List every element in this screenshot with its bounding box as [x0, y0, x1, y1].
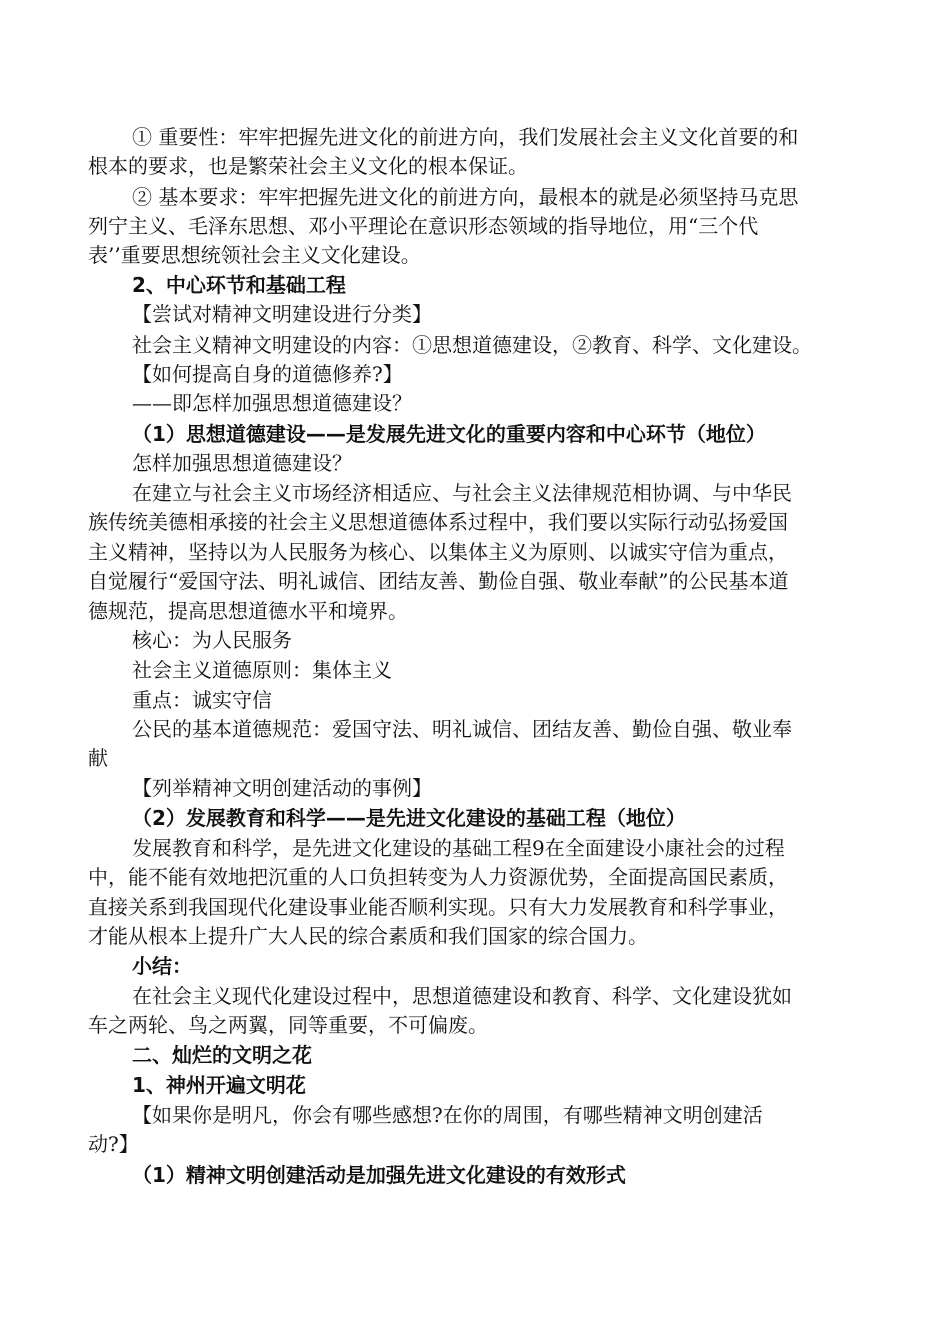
prompt-line: 【如何提高自身的道德修养?】 — [132, 362, 403, 386]
paragraph-line: ——即怎样加强思想道德建设？ — [132, 391, 412, 415]
paragraph-line: 发展教育和科学，是先进文化建设的基础工程9在全面建设小康社会的过程 — [132, 836, 785, 860]
paragraph-line: 列宁主义、毛泽东思想、邓小平理论在意识形态领域的指导地位，用“三个代 — [88, 214, 759, 238]
prompt-line: 【尝试对精神文明建设进行分类】 — [132, 302, 432, 326]
paragraph-line: 德规范，提高思想道德水平和境界。 — [88, 599, 408, 623]
paragraph-line: ① 重要性：牢牢把握先进文化的前进方向，我们发展社会主义文化首要的和 — [132, 125, 799, 149]
paragraph-line: 族传统美德相承接的社会主义思想道德体系过程中，我们要以实际行动弘扬爱国 — [88, 510, 788, 534]
paragraph-line: 自觉履行“爱国守法、明礼诚信、团结友善、勤俭自强、敬业奉献”的公民基本道 — [88, 569, 789, 593]
paragraph-line: 中，能不能有效地把沉重的人口负担转变为人力资源优势，全面提高国民素质， — [88, 865, 788, 889]
paragraph-line: 车之两轮、鸟之两翼，同等重要，不可偏废。 — [88, 1013, 488, 1037]
paragraph-line: ② 基本要求：牢牢把握先进文化的前进方向，最根本的就是必须坚持马克思 — [132, 185, 799, 209]
prompt-line: 【列举精神文明创建活动的事例】 — [132, 776, 432, 800]
paragraph-line: 献 — [88, 746, 108, 770]
paragraph-line: 公民的基本道德规范：爱国守法、明礼诚信、团结友善、勤俭自强、敬业奉 — [132, 717, 792, 741]
paragraph-line: 社会主义精神文明建设的内容：①思想道德建设，②教育、科学、文化建设。 — [132, 333, 812, 357]
subsection-heading: （1）思想道德建设——是发展先进文化的重要内容和中心环节（地位） — [132, 422, 766, 446]
paragraph-line: 社会主义道德原则：集体主义 — [132, 658, 392, 682]
subsection-heading: （1）精神文明创建活动是加强先进文化建设的有效形式 — [132, 1163, 626, 1187]
paragraph-line: 根本的要求，也是繁荣社会主义文化的根本保证。 — [88, 154, 528, 178]
section-heading: 二、灿烂的文明之花 — [132, 1043, 312, 1067]
paragraph-line: 在建立与社会主义市场经济相适应、与社会主义法律规范相协调、与中华民 — [132, 481, 792, 505]
paragraph-line: 在社会主义现代化建设过程中，思想道德建设和教育、科学、文化建设犹如 — [132, 984, 792, 1008]
section-heading: 1、神州开遍文明花 — [132, 1073, 306, 1097]
section-heading: 2、中心环节和基础工程 — [132, 273, 346, 297]
paragraph-line: 才能从根本上提升广大人民的综合素质和我们国家的综合国力。 — [88, 924, 648, 948]
paragraph-line: 主义精神，坚持以为人民服务为核心、以集体主义为原则、以诚实守信为重点， — [88, 540, 788, 564]
paragraph-line: 怎样加强思想道德建设？ — [132, 451, 352, 475]
summary-heading: 小结： — [132, 954, 192, 978]
paragraph-line: 表’’重要思想统领社会主义文化建设。 — [88, 243, 421, 267]
prompt-line: 【如果你是明凡，你会有哪些感想?在你的周围，有哪些精神文明创建活 — [132, 1103, 763, 1127]
paragraph-line: 核心：为人民服务 — [132, 628, 292, 652]
paragraph-line: 重点：诚实守信 — [132, 688, 272, 712]
prompt-line: 动?】 — [88, 1132, 139, 1156]
subsection-heading: （2）发展教育和科学——是先进文化建设的基础工程（地位） — [132, 806, 686, 830]
paragraph-line: 直接关系到我国现代化建设事业能否顺利实现。只有大力发展教育和科学事业， — [88, 895, 788, 919]
